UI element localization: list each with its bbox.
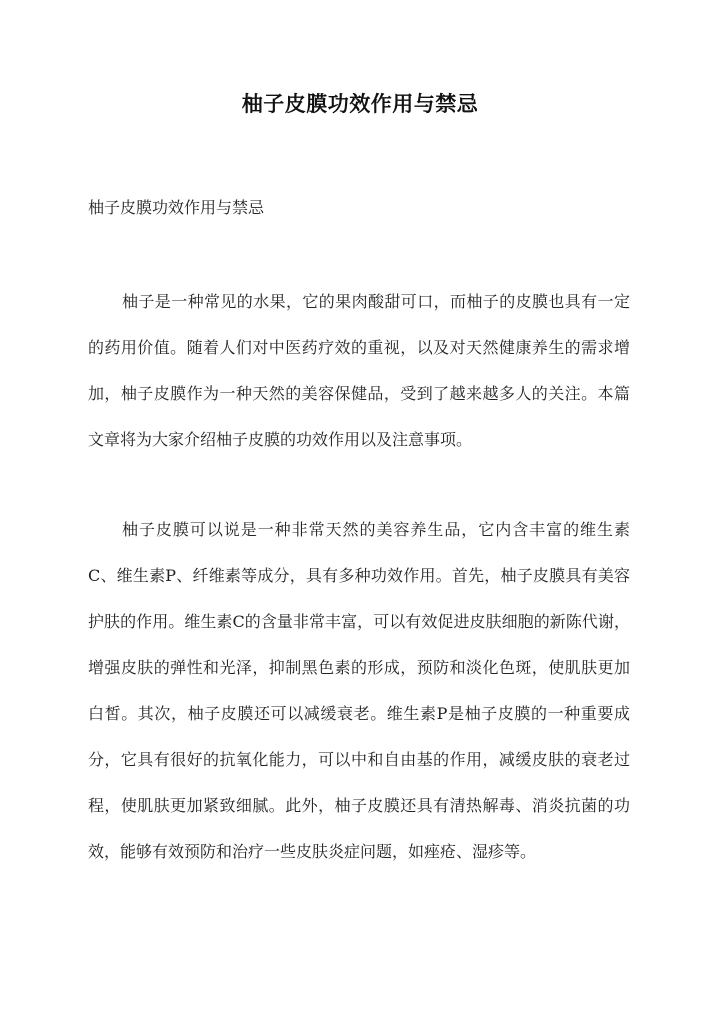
paragraph-benefits: 柚子皮膜可以说是一种非常天然的美容养生品，它内含丰富的维生素C、维生素P、纤维素等成分，具有多种功效作用。首先，柚子皮膜具有美容护肤的作用。维生素C的含量非常丰富，可以有效促进皮肤细胞的新陈代谢，增强皮肤的弹性和光泽，抑制黑色素的形成，预防和淡化色斑，使肌肤更加白皙。其次，柚子皮膜还可以减缓衰老。维生素P是柚子皮膜的一种重要成分，它具有很好的抗氧化能力，可以中和自由基的作用，减缓皮肤的衰老过程，使肌肤更加紧致细腻。此外，柚子皮膜还具有清热解毒、消炎抗菌的功效，能够有效预防和治疗一些皮肤炎症问题，如痤疮、湿疹等。 <box>88 520 630 861</box>
paragraph-intro: 柚子是一种常见的水果，它的果肉酸甜可口，而柚子的皮膜也具有一定的药用价值。随着人们对中医药疗效的重视，以及对天然健康养生的需求增加，柚子皮膜作为一种天然的美容保健品，受到了越来越多人的关注。本篇文章将为大家介绍柚子皮膜的功效作用以及注意事项。 <box>88 292 630 449</box>
document-subtitle: 柚子皮膜功效作用与禁忌 <box>88 198 265 217</box>
document-title: 柚子皮膜功效作用与禁忌 <box>241 91 479 116</box>
